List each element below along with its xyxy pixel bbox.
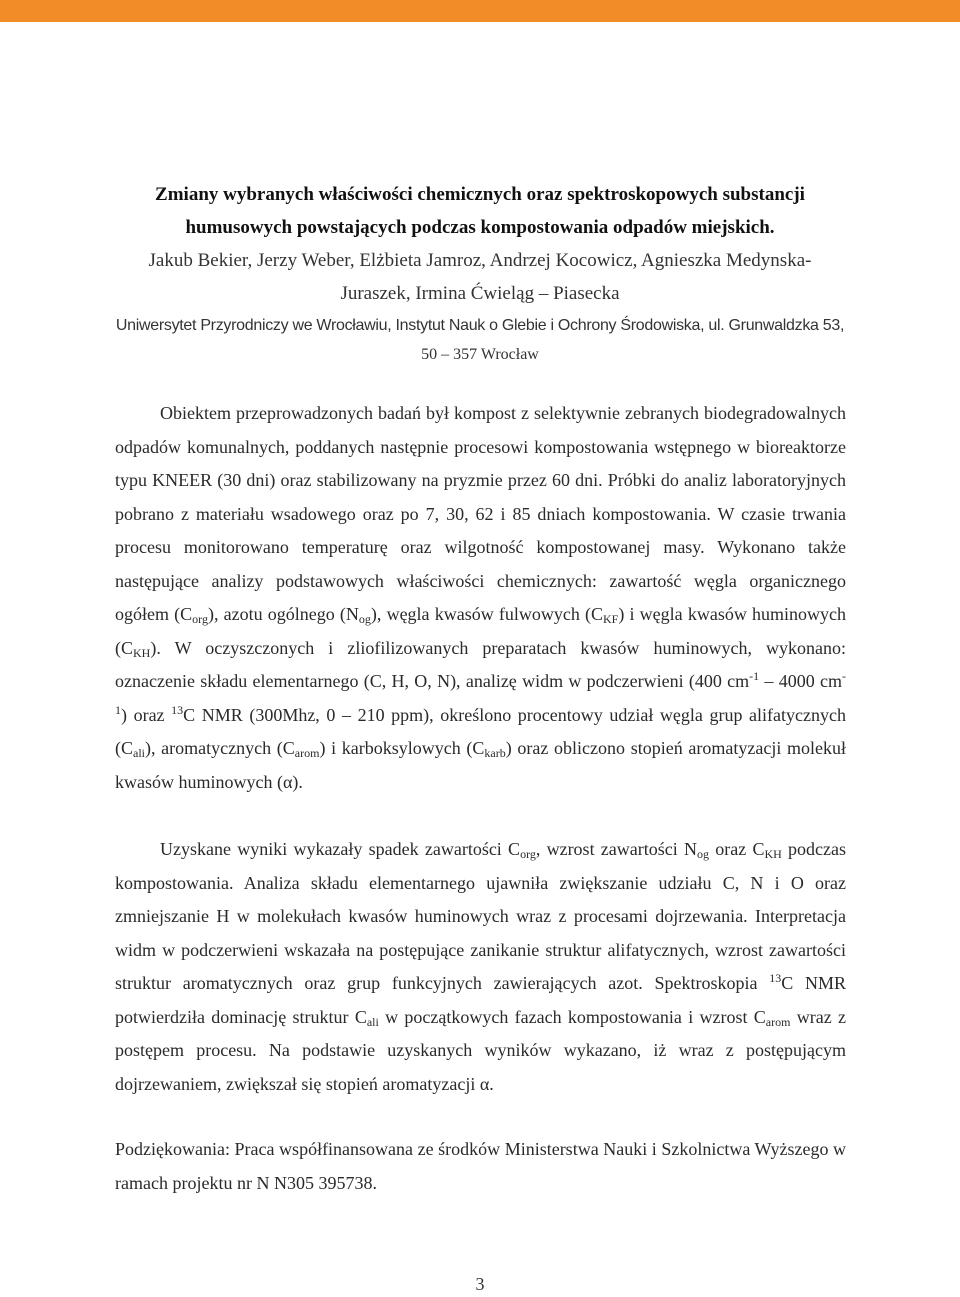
text-run: – 4000 cm xyxy=(759,671,842,691)
subscript: arom xyxy=(294,746,320,760)
text-run: Uzyskane wyniki wykazały spadek zawartości C xyxy=(160,839,521,859)
text-run: ), azotu ogólnego (N xyxy=(207,604,359,624)
subscript: ali xyxy=(366,1014,379,1029)
superscript: 13 xyxy=(171,702,184,717)
top-accent-bar xyxy=(0,0,960,22)
title-line-2: humusowych powstających podczas kompostowania odpadów miejskich. xyxy=(185,217,775,238)
text-run: C NMR (300Mhz, 0 – 210 ppm), określono procentowy udział węgla grup alifatycznych (C xyxy=(115,704,847,758)
subscript: karb xyxy=(484,746,506,760)
superscript: -1 xyxy=(115,669,846,717)
subscript: ali xyxy=(133,746,145,760)
superscript: -1 xyxy=(749,669,760,683)
subscript: KH xyxy=(764,847,782,861)
affiliation-line-2: 50 – 357 Wrocław xyxy=(421,346,539,363)
text-run: ) i karboksylowych (C xyxy=(319,738,485,758)
text-run: w początkowych fazach kompostowania i wzrost C xyxy=(378,1006,766,1027)
text-run: , wzrost zawartości N xyxy=(535,839,697,859)
authors xyxy=(100,244,860,310)
text-run: ) oraz obliczono stopień aromatyzacji molekuł kwasów huminowych (α). xyxy=(115,738,846,792)
title-line-1: Zmiany wybranych właściwości chemicznych oraz spektroskopowych substancji xyxy=(155,184,805,205)
text-run: C NMR potwierdziła dominację struktur C xyxy=(115,973,846,1027)
text-run: ) i węgla kwasów huminowych (C xyxy=(115,604,846,658)
subscript: og xyxy=(697,847,709,861)
page-number: 3 xyxy=(475,1274,485,1294)
subscript: og xyxy=(358,612,371,626)
text-run: wraz z postępem procesu. Na podstawie uzyskanych wyników wykazano, iż wraz z postępującym dojrzewaniem, zwiększał się stopień aromatyzacji α. xyxy=(115,1006,847,1094)
text-run: ). W oczyszczonych i zliofilizowanych preparatach kwasów huminowych, wykonano: oznaczenie składu elementarnego (C, H, O, N), analizę widm w podczerwieni (400 cm xyxy=(115,637,846,691)
abstract-paragraph-1 xyxy=(115,397,846,799)
text-run: oraz C xyxy=(709,839,765,859)
subscript: KH xyxy=(133,645,151,660)
abstract-paragraph-2 xyxy=(115,833,846,1101)
document-title xyxy=(100,178,860,244)
authors-line-2: Juraszek, Irmina Ćwieląg – Piasecka xyxy=(340,283,620,304)
text-run: podczas kompostowania. Analiza składu elementarnego ujawniła zwiększanie udziału C, N i O oraz zmniejszanie H w molekułach kwasów huminowych wraz z procesami dojrzewania. Interpretacja widm w podczerwieni wskazała na postępujące zanikanie struktur alifatycznych, wzrost zawartości struktur aromatycznych oraz grup funkcyjnych zawierających azot. Spektroskopia xyxy=(115,839,847,993)
acknowledgement-paragraph: Podziękowania: Praca współfinansowana ze środków Ministerstwa Nauki i Szkolnictwa Wyższego w ramach projektu nr N N305 395738. xyxy=(115,1139,846,1193)
subscript: arom xyxy=(765,1014,791,1029)
subscript: org xyxy=(520,847,536,861)
text-run: Obiektem przeprowadzonych badań był kompost z selektywnie zebranych biodegradowalnych odpadów komunalnych, poddanych następnie procesowi kompostowania wstępnego w bioreaktorze typu KNEER (30 dni) oraz stabilizowany na pryzmie przez 60 dni. Próbki do analiz laboratoryjnych pobrano z materiału wsadowego oraz po 7, 30, 62 i 85 dniach kompostowania. W czasie trwania procesu monitorowano temperaturę oraz wilgotność kompostowanej masy. Wykonano także następujące analizy podstawowych właściwości chemicznych: zawartość węgla organicznego ogółem (C xyxy=(115,403,846,624)
subscript: org xyxy=(192,612,208,626)
superscript: 13 xyxy=(769,971,782,985)
text-run: ) oraz xyxy=(121,704,172,725)
text-run: ), węgla kwasów fulwowych (C xyxy=(370,604,604,624)
affiliation-line-1: Uniwersytet Przyrodniczy we Wrocławiu, Instytut Nauk o Glebie i Ochrony Środowiska, ul. Grunwaldzka 53, xyxy=(115,317,845,334)
text-run: ), aromatycznych (C xyxy=(145,738,295,758)
subscript: KF xyxy=(603,612,619,626)
authors-line-1: Jakub Bekier, Jerzy Weber, Elżbieta Jamroz, Andrzej Kocowicz, Agnieszka Medynska- xyxy=(148,250,812,271)
affiliation xyxy=(100,311,860,369)
